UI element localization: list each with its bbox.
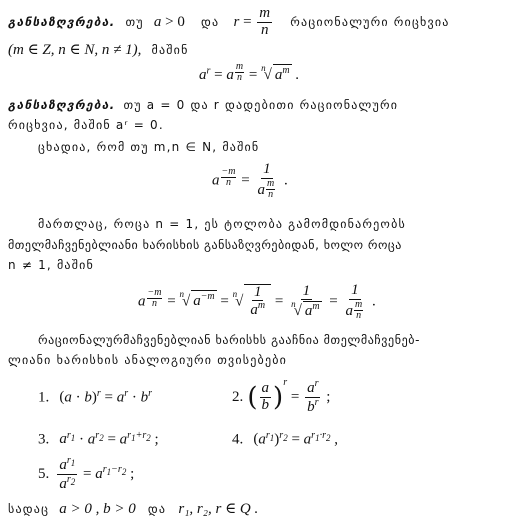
property-4-number: 4.: [232, 431, 244, 448]
property-2: 2. ( $\frac{a}{b}$ )$^r$ = $\frac{a^r}{b^r}$ ;: [232, 377, 331, 415]
fraction-m-over-n: $\frac{m}{n}$: [259, 5, 271, 38]
definition-1-heading: განსაზღვრება.: [8, 14, 116, 29]
indeed-line-2: [8, 238, 402, 253]
property-5-number: 5.: [38, 465, 50, 482]
properties-text-1: რაციონალურმაჩვენებლიან ხარისხს გააჩნია მთელმაჩვენებ-: [38, 333, 421, 347]
word-tu: თუ: [125, 14, 144, 29]
property-3: 3. $a^{r1} \cdot a^{r2} = a^{r1+r2}$ ;: [38, 430, 159, 448]
definition-1-line-1: განსაზღვრება. თუ a > 0 და r = $\frac{m}{n}$ რაციონალური რიცხვია: [8, 5, 450, 38]
word-da-footer: და: [147, 502, 167, 516]
formula-negative-power: a $\frac{-m}{n}$ = 1 a $\frac{m}{n}$ .: [212, 161, 288, 200]
formula-rational-power: $a^r = a$ $\frac{m}{n}$ = $^n$√ $a^m$ .: [199, 61, 300, 83]
definition-2-line-2: [8, 118, 164, 133]
property-2-number: 2.: [232, 389, 244, 405]
definition-2-text: თუ a = 0 და r დადებითი რაციონალური: [123, 98, 399, 112]
properties-text-2: ლიანი ხარისხის ანალოგიური თვისებები: [8, 353, 288, 367]
property-4: 4. $(a^{r1})^{r2} = a^{r1\cdot r2}$ ,: [232, 430, 338, 448]
footer-condition-1: a > 0 , b > 0: [59, 501, 136, 517]
clear-line: [38, 140, 259, 155]
definition-2-line-1: [8, 98, 398, 113]
formula-proof-chain: a $\frac{-m}{n}$ = $^n$√ $a^{-m} = ^n√$ $\frac{1}{a^m}$ = $\frac{1}{^n√ a^m}$ = 1 a $\frac{m}{n}$ .: [138, 282, 376, 321]
indeed-text-2: მთელმაჩვენებლიანი ხარისხის განსაზღვრებიდან, ხოლო როცა: [8, 238, 402, 252]
definition-2-heading: განსაზღვრება.: [8, 98, 116, 112]
definition-1-line-2: [8, 40, 189, 59]
indeed-text-1: მართლაც, როცა n = 1, ეს ტოლობა გამომდინარეობს: [38, 217, 406, 231]
property-3-number: 3.: [38, 431, 50, 448]
indeed-line-3: [8, 258, 94, 273]
word-mashin: მაშინ: [151, 43, 189, 57]
word-sadac: სადაც: [8, 502, 50, 516]
word-da: და: [201, 14, 220, 29]
definition-2-text-2: რიცხვია, მაშინ aʳ = 0.: [8, 118, 164, 132]
property-1-number: 1.: [38, 389, 50, 406]
definition-1-tail: რაციონალური რიცხვია: [290, 14, 450, 29]
property-1: 1. $(a \cdot b)^r = a^r \cdot b^r$: [38, 388, 153, 406]
indeed-text-3: n ≠ 1, მაშინ: [8, 258, 95, 272]
definition-1-condition: (m ∈ Z, n ∈ N, n ≠ 1),: [8, 42, 142, 58]
property-5: 5. $\frac{a^{r1}}{a^{r2}}$ = $a^{r1-r2}$ ;: [38, 455, 135, 492]
properties-line-1: [38, 333, 420, 348]
properties-line-2: [8, 353, 287, 368]
clear-text: ცხადია, რომ თუ m,n ∈ N, მაშინ: [38, 140, 260, 154]
footer-condition-2: r₁, r₂, r ∈ Q .: [178, 501, 259, 517]
footer-line: [8, 499, 258, 518]
indeed-line-1: [38, 217, 406, 232]
